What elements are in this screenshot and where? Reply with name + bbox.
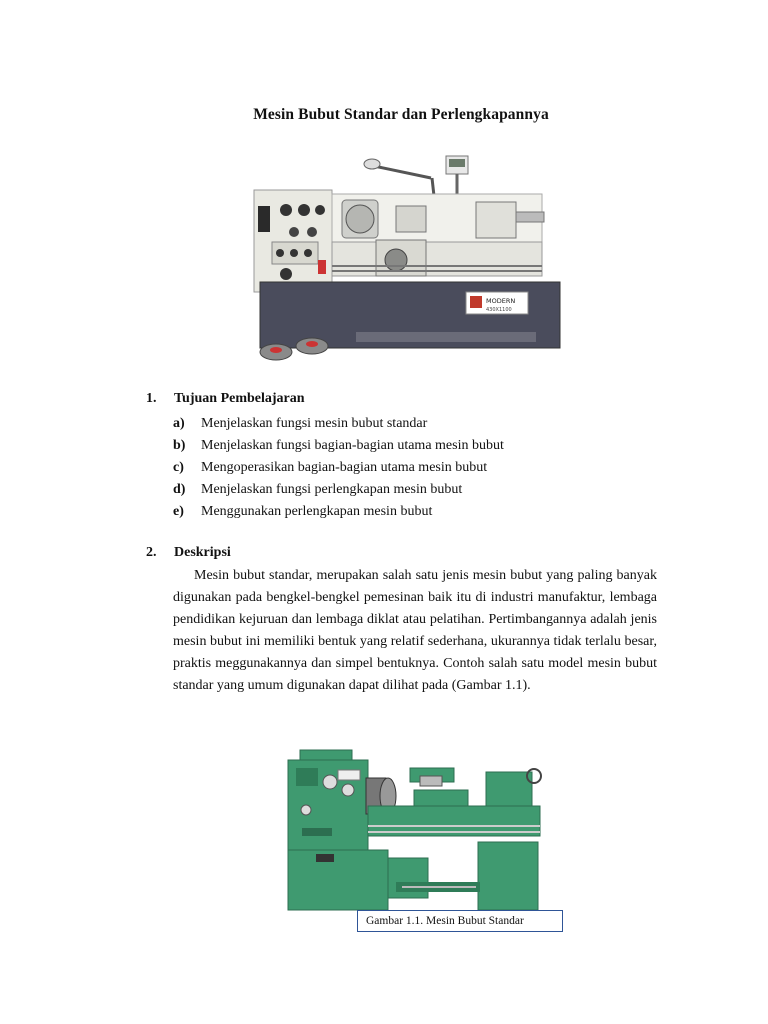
- list-text: Menjelaskan fungsi mesin bubut standar: [201, 416, 428, 431]
- lathe-image-standard: [246, 154, 566, 368]
- list-item: [173, 413, 633, 435]
- list-item: [173, 501, 633, 523]
- page-title: Mesin Bubut Standar dan Perlengkapannya: [253, 106, 549, 123]
- list-marker: b): [173, 438, 186, 453]
- section-title: Tujuan Pembelajaran: [174, 391, 305, 406]
- list-item: [173, 457, 633, 479]
- list-marker: e): [173, 504, 184, 519]
- figure-caption: Gambar 1.1. Mesin Bubut Standar: [357, 910, 563, 932]
- description-paragraph: Mesin bubut standar, merupakan salah satu jenis mesin bubut yang paling banyak digunakan pada bengkel-bengkel pemesinan baik itu di industri manufaktur, lembaga pendidikan kejuruan dan lembaga diklat atau pelatihan. Pertimbangannya adalah jenis mesin bubut ini memiliki bentuk yang relatif sederhana, ukurannya tidak terlalu besar, praktis meggunakannya dan simpel bentuknya. Contoh salah satu model mesin bubut standar yang umum digunakan dapat dilihat pada (Gambar 1.1).: [173, 568, 657, 693]
- list-item: [173, 479, 633, 501]
- lathe-model-label: 430X1100: [486, 307, 512, 313]
- section-number: 2.: [146, 545, 157, 560]
- list-text: Mengoperasikan bagian-bagian utama mesin bubut: [201, 460, 488, 475]
- lathe-brand-label: MODERN: [486, 297, 516, 305]
- list-text: Menggunakan perlengkapan mesin bubut: [201, 504, 433, 519]
- list-marker: c): [173, 460, 184, 475]
- section-title: Deskripsi: [174, 545, 231, 560]
- list-item: [173, 435, 633, 457]
- list-marker: d): [173, 482, 186, 497]
- section-number: 1.: [146, 391, 157, 406]
- list-text: Menjelaskan fungsi perlengkapan mesin bubut: [201, 482, 463, 497]
- list-text: Menjelaskan fungsi bagian-bagian utama mesin bubut: [201, 438, 504, 453]
- objectives-list: [173, 413, 633, 523]
- lathe-image-green: [282, 746, 544, 916]
- list-marker: a): [173, 416, 185, 431]
